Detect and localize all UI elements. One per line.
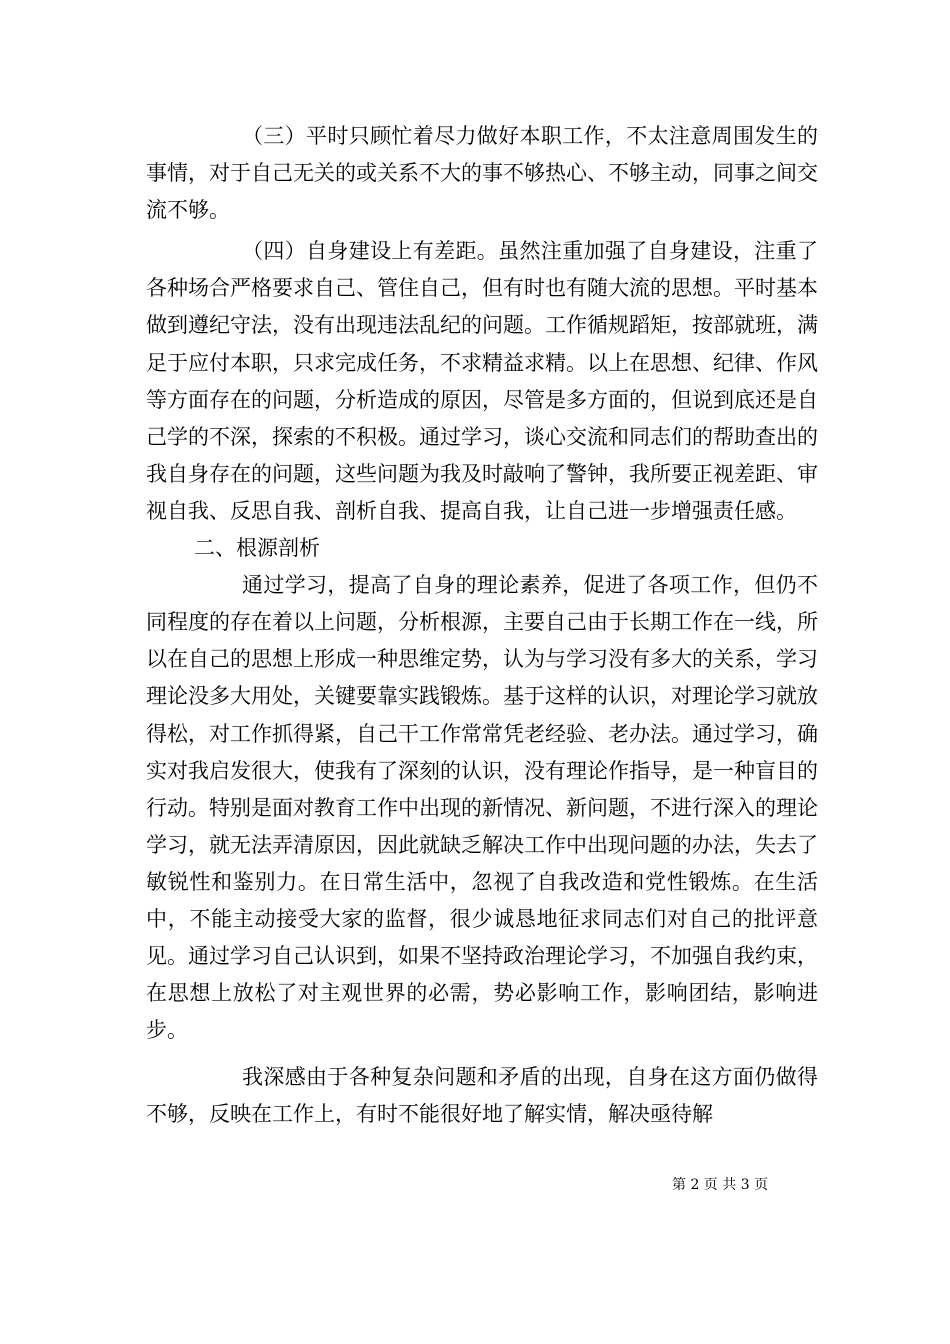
paragraph-reflection: 我深感由于各种复杂问题和矛盾的出现，自身在这方面仍做得不够，反映在工作上，有时不能很好地了解实情，解决亟待解: [146, 1065, 818, 1127]
paragraph-three: （三）平时只顾忙着尽力做好本职工作，不太注意周围发生的事情，对于自己无关的或关系不大的事不够热心、不够主动，同事之间交流不够。: [146, 124, 818, 223]
paragraph-four: （四）自身建设上有差距。虽然注重加强了自身建设，注重了各种场合严格要求自己、管住自己，但有时也有随大流的思想。平时基本做到遵纪守法，没有出现违法乱纪的问题。工作循规蹈矩，按部就班，满足于应付本职，只求完成任务，不求精益求精。以上在思想、纪律、作风等方面存在的问题，分析造成的原因，尽管是多方面的，但说到底还是自己学的不深，探索的不积极。通过学习，谈心交流和同志们的帮助查出的我自身存在的问题，这些问题为我及时敲响了警钟，我所要正视差距、审视自我、反思自我、剖析自我、提高自我，让自己进一步增强责任感。: [146, 239, 818, 523]
page-number-footer: 第 2 页 共 3 页: [672, 1177, 769, 1193]
section-heading: 二、根源剖析: [194, 536, 320, 561]
paragraph-root-analysis: 通过学习，提高了自身的理论素养，促进了各项工作，但仍不同程度的存在着以上问题，分析根源，主要自己由于长期工作在一线，所以在自己的思想上形成一种思维定势，认为与学习没有多大的关系，学习理论没多大用处，关键要靠实践锻炼。基于这样的认识，对理论学习就放得松，对工作抓得紧，自己干工作常常凭老经验、老办法。通过学习，确实对我启发很大，使我有了深刻的认识，没有理论作指导，是一种盲目的行动。特别是面对教育工作中出现的新情况、新问题，不进行深入的理论学习，就无法弄清原因，因此就缺乏解决工作中出现问题的办法，失去了敏锐性和鉴别力。在日常生活中，忽视了自我改造和党性锻炼。在生活中，不能主动接受大家的监督，很少诚恳地征求同志们对自己的批评意见。通过学习自己认识到，如果不坚持政治理论学习，不加强自我约束，在思想上放松了对主观世界的必需，势必影响工作，影响团结，影响进步。: [146, 573, 818, 1043]
document-body: [146, 118, 818, 1134]
